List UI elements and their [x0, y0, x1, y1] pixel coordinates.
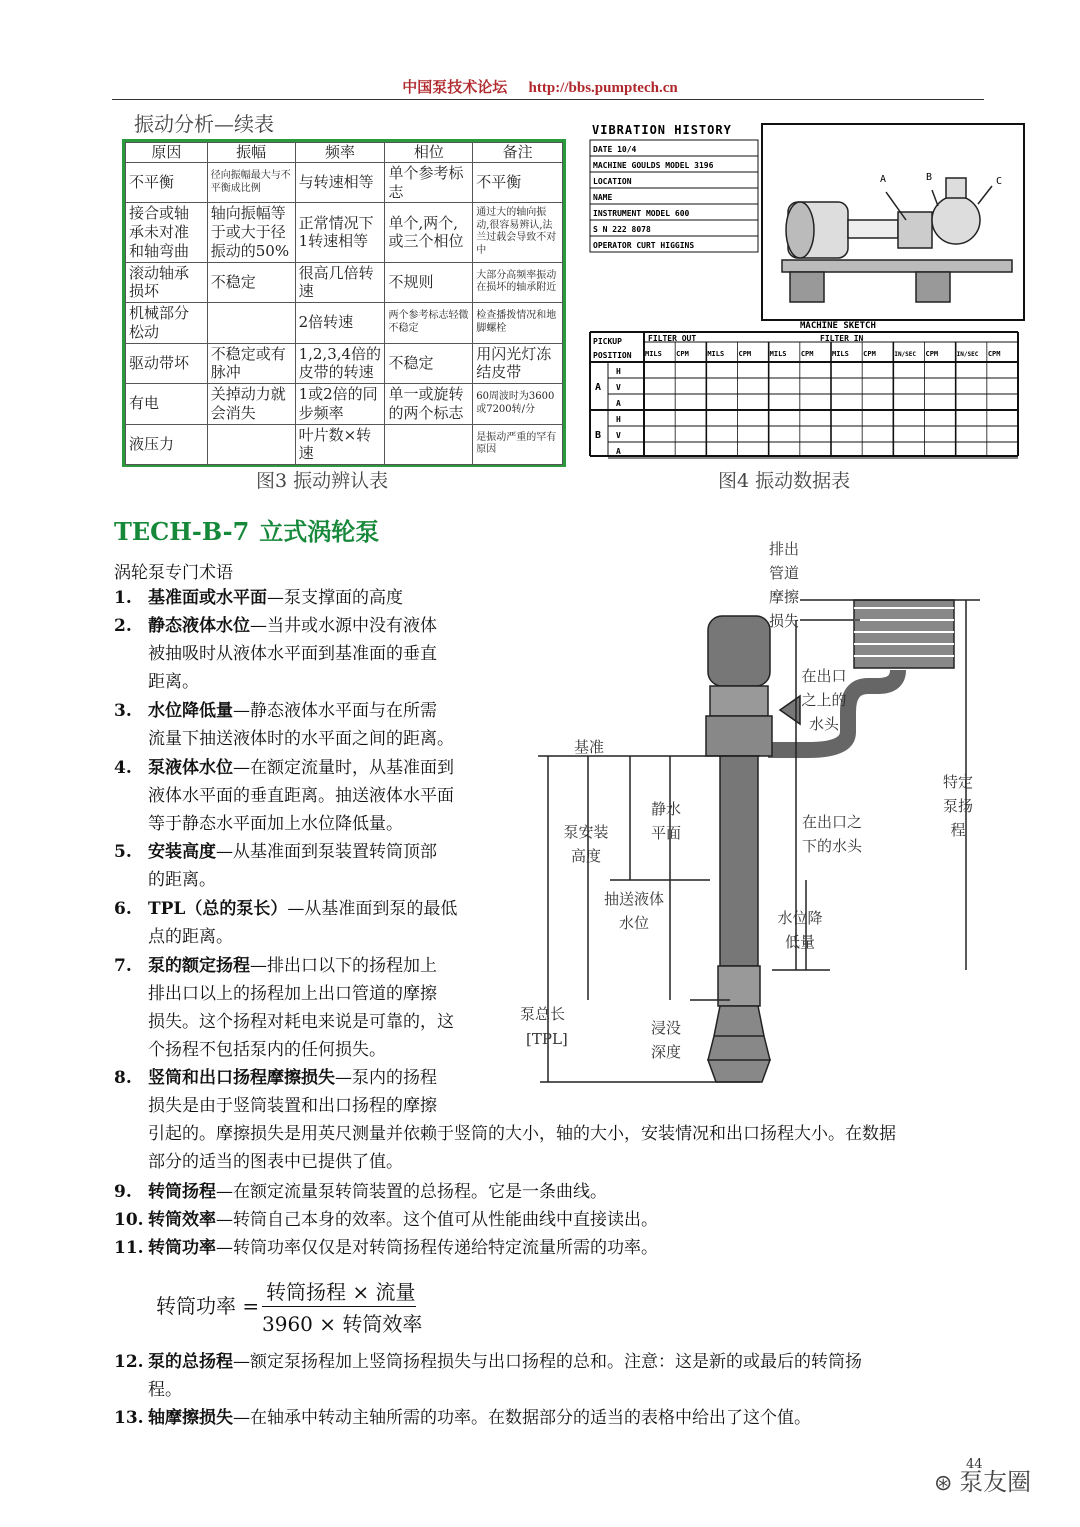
- term-name: TPL（总的泵长）: [148, 899, 288, 919]
- table-row: [126, 203, 563, 262]
- header-divider: [112, 99, 984, 100]
- term-name: 泵的总扬程: [148, 1352, 233, 1372]
- table-row: [126, 424, 563, 465]
- axis-label: V: [616, 383, 621, 392]
- term-name: 转筒功率: [148, 1238, 216, 1258]
- table-cell: 检查播拨情况和地脚螺栓: [473, 303, 563, 344]
- term-name: 转筒扬程: [148, 1182, 216, 1202]
- table-cell: [207, 303, 295, 344]
- term-number: 1.: [114, 588, 132, 608]
- fig3-caption: 图3 振动辨认表: [256, 470, 389, 492]
- diagram-label: 在出口之上的水头: [801, 667, 847, 733]
- position-label-b: B: [595, 430, 602, 441]
- term-number: 4.: [114, 758, 132, 778]
- term-text: —从基准面到泵装置转筒顶部: [216, 842, 437, 862]
- term-text-line: 部分的适当的图表中已提供了值。: [148, 1152, 403, 1172]
- diagram-label: 抽送液体水位: [603, 890, 664, 932]
- term-text: —当井或水源中没有液体: [250, 616, 437, 636]
- position-label-a: A: [595, 382, 602, 393]
- table-cell: 关掉动力就会消失: [207, 384, 295, 425]
- machine-sketch: [782, 178, 1012, 302]
- table-cell: 不稳定: [207, 262, 295, 303]
- vh-field: LOCATION: [593, 177, 632, 186]
- point-label-a: A: [880, 174, 887, 185]
- term-text-line: 流量下抽送液体时的水平面之间的距离。: [148, 729, 454, 749]
- filter-in-label: FILTER IN: [820, 334, 864, 343]
- vh-field: DATE 10/4: [593, 145, 637, 154]
- table-cell: 单一或旋转的两个标志: [385, 384, 473, 425]
- table-row: [126, 303, 563, 344]
- page-number: 44: [966, 1457, 983, 1472]
- vh-field: NAME: [593, 193, 613, 202]
- section-name: 立式涡轮泵: [259, 517, 380, 546]
- vh-field: MACHINE GOULDS MODEL 3196: [593, 161, 714, 170]
- vh-title: VIBRATION HISTORY: [592, 123, 732, 137]
- unit-col: CPM: [738, 350, 752, 358]
- term-number: 9.: [114, 1182, 132, 1202]
- term-text-line: 个扬程不包括泵内的任何损失。: [148, 1040, 386, 1060]
- term-name: 转筒效率: [148, 1210, 216, 1230]
- term-number: 5.: [114, 842, 132, 862]
- table-cell: 叶片数×转速: [295, 424, 385, 465]
- unit-col: MILS: [645, 350, 662, 358]
- term-text: —从基准面到泵的最低: [287, 899, 458, 919]
- term-text: —泵内的扬程: [335, 1068, 437, 1088]
- term-body: [148, 1178, 607, 1206]
- diagram-label: 泵安装高度: [563, 823, 609, 865]
- term-name: 静态液体水位: [148, 616, 250, 636]
- term-body: [148, 895, 457, 951]
- term-number: 2.: [114, 616, 132, 636]
- table-cell: 1,2,3,4倍的皮带的转速: [295, 343, 385, 384]
- term-text: —额定泵扬程加上竖筒扬程损失与出口扬程的总和。注意：这是新的或最后的转筒扬: [233, 1352, 862, 1372]
- table-cell: 有电: [126, 384, 208, 425]
- term-body: [148, 1234, 658, 1262]
- term-name: 轴摩擦损失: [148, 1408, 233, 1428]
- term-text-line: 程。: [148, 1380, 182, 1400]
- diagram-label: [TPL]: [526, 1030, 568, 1048]
- point-label-c: C: [996, 176, 1003, 187]
- term-text: —静态液体水平面与在所需: [233, 701, 437, 721]
- term-text-line: 损失是由于竖筒装置和出口扬程的摩擦: [148, 1096, 437, 1116]
- diagram-label: 排出管道摩擦损失: [768, 540, 799, 630]
- unit-col: MILS: [769, 350, 787, 358]
- term-name: 基准面或水平面: [148, 588, 267, 608]
- table-cell: 轴向振幅等于或大于径振动的50%: [207, 203, 295, 262]
- unit-col: CPM: [676, 350, 689, 358]
- term-text-line: 等于静态水平面加上水位降低量。: [148, 814, 403, 834]
- table-cell: 60周波时为3600或7200转/分: [473, 384, 563, 425]
- unit-col: IN/SEC: [956, 351, 979, 358]
- table-cell: 是振动严重的罕有原因: [473, 424, 563, 465]
- watermark-icon: ⊛: [934, 1470, 953, 1495]
- table-cell: 单个参考标志: [385, 162, 473, 203]
- page-header: [0, 76, 1080, 97]
- filter-out-label: FILTER OUT: [648, 334, 697, 343]
- term-text-line: 被抽吸时从液体水平面到基准面的垂直: [148, 644, 437, 664]
- unit-col: CPM: [987, 350, 1001, 358]
- table-cell: 滚动轴承损坏: [126, 262, 208, 303]
- term-text-line: 排出口以上的扬程加上出口管道的摩擦: [148, 984, 437, 1004]
- term-number: 7.: [114, 956, 132, 976]
- position-label: POSITION: [593, 351, 632, 360]
- pickup-label: PICKUP: [593, 337, 622, 346]
- forum-name: 中国泵技术论坛: [402, 78, 508, 96]
- term-name: 泵液体水位: [148, 758, 233, 778]
- formula-denominator: 3960 × 转筒效率: [262, 1312, 423, 1336]
- table-cell: 径向振幅最大与不平衡成比例: [207, 162, 295, 203]
- diagram-label: 水位降低量: [777, 909, 823, 951]
- vh-field-box: [590, 188, 758, 204]
- section-title: [114, 512, 379, 547]
- fig3-table-frame: [122, 139, 566, 467]
- term-number: 3.: [114, 701, 132, 721]
- watermark-text: 泵友圈: [959, 1469, 1032, 1496]
- term-number: 13.: [114, 1408, 144, 1428]
- table-cell: 不规则: [385, 262, 473, 303]
- unit-col: MILS: [832, 350, 849, 358]
- table-cell: 不平衡: [126, 162, 208, 203]
- term-body: [148, 754, 454, 838]
- term-text: —转筒功率仅仅是对转筒扬程传递给特定流量所需的功率。: [216, 1238, 658, 1258]
- table-cell: 接合或轴承未对准和轴弯曲: [126, 203, 208, 262]
- term-text-line: 的距离。: [148, 870, 216, 890]
- unit-col: CPM: [925, 350, 939, 358]
- table-cell: 正常情况下1转速相等: [295, 203, 385, 262]
- formula-numerator: 转筒扬程 × 流量: [266, 1280, 416, 1304]
- table-cell: 液压力: [126, 424, 208, 465]
- term-body: [148, 697, 454, 753]
- table-cell: [207, 424, 295, 465]
- term-body: [148, 1404, 811, 1432]
- table-header-1: 振幅: [207, 143, 295, 163]
- table-header-4: 备注: [473, 143, 563, 163]
- term-body: [148, 838, 437, 894]
- term-text-line: 点的距离。: [148, 927, 233, 947]
- table-header-0: 原因: [126, 143, 208, 163]
- table-cell: 2倍转速: [295, 303, 385, 344]
- term-body: [148, 584, 403, 612]
- term-name: 竖筒和出口扬程摩擦损失: [148, 1068, 335, 1088]
- table-cell: 不稳定或有脉冲: [207, 343, 295, 384]
- term-number: 10.: [114, 1210, 144, 1230]
- formula-lhs: 转筒功率 =: [156, 1294, 260, 1318]
- diagram-label: 在出口之下的水头: [801, 813, 862, 855]
- diagram-label: 静水平面: [650, 800, 681, 842]
- term-body: [148, 612, 437, 696]
- vibration-history-form: [586, 120, 1026, 460]
- table-header-2: 频率: [295, 143, 385, 163]
- term-name: 泵的额定扬程: [148, 956, 250, 976]
- table-cell: 通过大的轴向振动,很容易辨认,法兰过载会导致不对中: [473, 203, 563, 262]
- fig3-title: 振动分析—续表: [134, 112, 274, 136]
- table-header-3: 相位: [385, 143, 473, 163]
- diagram-label: 泵总长: [520, 1005, 566, 1023]
- table-cell: 单个,两个,或三个相位: [385, 203, 473, 262]
- term-text: —在额定流量泵转筒装置的总扬程。它是一条曲线。: [216, 1182, 607, 1202]
- unit-col: MILS: [707, 350, 725, 358]
- term-text: —排出口以下的扬程加上: [250, 956, 437, 976]
- vh-field: INSTRUMENT MODEL 600: [593, 209, 690, 218]
- term-text: —泵支撑面的高度: [267, 588, 403, 608]
- term-text: —在额定流量时，从基准面到: [233, 758, 454, 778]
- vibration-table: [125, 142, 563, 465]
- diagram-label: 浸没深度: [650, 1019, 681, 1061]
- axis-label: A: [616, 447, 621, 456]
- table-cell: 驱动带坏: [126, 343, 208, 384]
- table-cell: 用闪光灯冻结皮带: [473, 343, 563, 384]
- term-text: —转筒自己本身的效率。这个值可从性能曲线中直接读出。: [216, 1210, 658, 1230]
- term-number: 6.: [114, 899, 132, 919]
- table-row: [126, 162, 563, 203]
- table-row: [126, 384, 563, 425]
- table-cell: 很高几倍转速: [295, 262, 385, 303]
- table-cell: 两个参考标志轻微不稳定: [385, 303, 473, 344]
- term-text-line: 液体水平面的垂直距离。抽送液体水平面: [148, 786, 454, 806]
- vh-field: OPERATOR CURT HIGGINS: [593, 241, 695, 250]
- section-code: TECH-B-7: [114, 517, 250, 546]
- table-cell: 不平衡: [473, 162, 563, 203]
- watermark: [934, 1462, 1031, 1497]
- term-text-line: 损失。这个扬程对耗电来说是可靠的，这: [148, 1012, 454, 1032]
- table-cell: [385, 424, 473, 465]
- diagram-label: 特定泵扬程: [942, 773, 973, 839]
- term-text-line: 距离。: [148, 672, 199, 692]
- term-text-line: 引起的。摩擦损失是用英尺测量并依赖于竖筒的大小，轴的大小，安装情况和出口扬程大小。在数据: [148, 1124, 896, 1144]
- axis-label: H: [616, 367, 621, 376]
- unit-col: CPM: [800, 350, 814, 358]
- diagram-label: 基准: [574, 738, 605, 756]
- term-body: [148, 1206, 658, 1234]
- table-cell: 1或2倍的同步频率: [295, 384, 385, 425]
- table-cell: 机械部分松动: [126, 303, 208, 344]
- point-label-b: B: [926, 172, 933, 183]
- forum-url[interactable]: http://bbs.pumptech.cn: [528, 80, 678, 96]
- axis-label: V: [616, 431, 621, 440]
- fraction-bar: [262, 1306, 416, 1307]
- unit-col: CPM: [863, 350, 876, 358]
- term-name: 安装高度: [148, 842, 216, 862]
- sketch-label: MACHINE SKETCH: [800, 321, 876, 331]
- table-cell: 与转速相等: [295, 162, 385, 203]
- vh-field: S N 222 8078: [593, 225, 651, 234]
- term-number: 8.: [114, 1068, 132, 1088]
- table-row: [126, 343, 563, 384]
- table-cell: 不稳定: [385, 343, 473, 384]
- table-cell: 大部分高频率振动在损坏的轴承附近: [473, 262, 563, 303]
- fig4-caption: 图4 振动数据表: [718, 470, 851, 492]
- term-number: 11.: [114, 1238, 144, 1258]
- term-body: [148, 1348, 862, 1404]
- term-text: —在轴承中转动主轴所需的功率。在数据部分的适当的表格中给出了这个值。: [233, 1408, 811, 1428]
- unit-col: IN/SEC: [894, 351, 917, 358]
- table-row: [126, 262, 563, 303]
- term-name: 水位降低量: [148, 701, 233, 721]
- term-body: [148, 952, 454, 1064]
- term-number: 12.: [114, 1352, 144, 1372]
- section-subtitle: 涡轮泵专门术语: [114, 563, 233, 583]
- axis-label: A: [616, 399, 621, 408]
- axis-label: H: [616, 415, 621, 424]
